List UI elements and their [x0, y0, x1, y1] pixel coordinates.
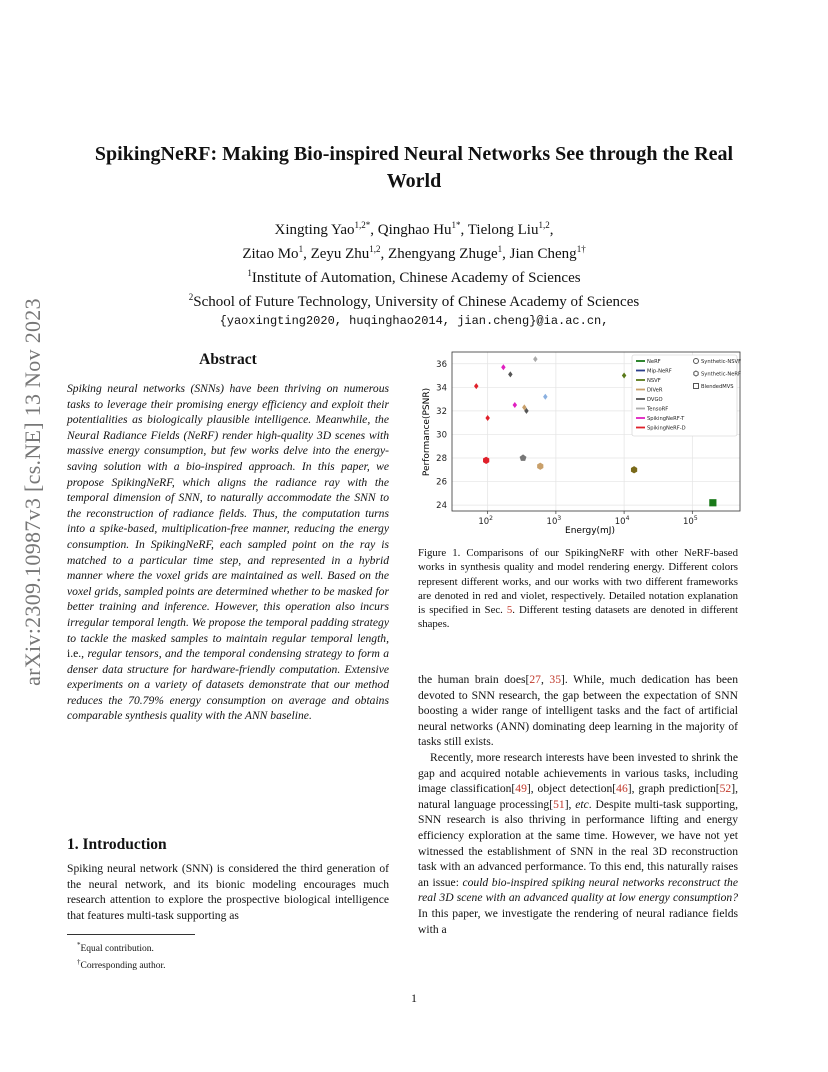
author-mark: *: [365, 220, 371, 230]
body-text: . Despite multi-task supporting, SNN research is also thriving in performance lifting and energy efficiency exploration at the same time. However, we have not yet witnessed the establishment of SNN in the real 3D reconstruction task with an advanced performance. To this end, this naturally raises an issue:: [418, 797, 738, 889]
right-column-text: [418, 672, 738, 937]
affil-sup: 1: [247, 268, 252, 278]
legend-method-label: SpikingNeRF-D: [647, 425, 686, 432]
section-reference-link[interactable]: 5: [506, 604, 513, 617]
data-point: [485, 415, 490, 421]
arxiv-id: arXiv:2309.10987v3 [cs.NE] 13 Nov 2023: [20, 298, 45, 686]
y-tick-label: 34: [436, 383, 447, 394]
legend-method-label: NeRF: [647, 359, 661, 365]
footnote-rule: [67, 934, 195, 935]
figure-1-chart: [418, 348, 746, 538]
author-block: [110, 216, 718, 331]
legend-dataset-label: Synthetic-NeRF: [701, 371, 742, 378]
data-point: [501, 364, 506, 370]
figure-1-caption: [418, 546, 738, 632]
body-text-italic: etc: [575, 797, 589, 811]
y-tick-label: 30: [436, 430, 447, 441]
legend-shape: [694, 371, 698, 376]
x-tick-label: $10^5$: [682, 515, 698, 527]
y-tick-label: 26: [436, 477, 447, 488]
data-point: [508, 371, 513, 377]
x-tick-label: $10^4$: [614, 515, 630, 527]
author-line-2: Zitao Mo$^1$, Zeyu Zhu$^{1,2}$, Zhengyang Zhuge$^1$, Jian Cheng$^{1\dagger}$: [242, 244, 586, 262]
citation-link[interactable]: 51: [553, 797, 565, 811]
data-point: [537, 463, 543, 470]
right-paragraph-2: [418, 750, 738, 937]
data-point: [513, 402, 518, 408]
body-text-italic: could bio-inspired spiking neural networks reconstruct the real 3D scene with an advanced quality at low energy consumption?: [418, 875, 738, 905]
author-name: Zitao Mo: [242, 246, 299, 262]
author-affil-sup: 1†: [576, 244, 586, 254]
footnote-mark: *: [77, 941, 81, 949]
citation-link[interactable]: 49: [515, 782, 527, 796]
citation-link[interactable]: 52: [719, 782, 732, 796]
x-tick-label: $10^3$: [546, 515, 562, 527]
footnote-2: [77, 956, 165, 973]
legend-method-label: DIVeR: [647, 387, 663, 394]
author-emails: {yaoxingting2020, huqinghao2014, jian.cheng}@ia.ac.cn,: [219, 314, 609, 328]
legend-method-label: NSVF: [647, 378, 661, 384]
data-point: [543, 394, 548, 400]
author-name: Zhengyang Zhuge: [388, 246, 498, 262]
data-point: [631, 466, 637, 473]
y-axis-label: Performance(PSNR): [422, 387, 432, 477]
author-name: Zeyu Zhu: [310, 246, 370, 262]
data-point: [520, 454, 527, 461]
page-number: 1: [411, 991, 417, 1005]
footnotes: [77, 939, 165, 973]
caption-text: . Different testing datasets are denoted in different shapes.: [418, 604, 738, 631]
author-name: Qinghao Hu: [377, 222, 452, 238]
abstract-body: [67, 381, 389, 724]
affiliation-text: School of Future Technology, University of Chinese Academy of Sciences: [193, 294, 640, 310]
affiliation-2: [110, 288, 718, 312]
abstract-text: , regular tensors, and the temporal condensing strategy to form a denser data structure for hardware-friendly computation. Extensive experiments on a variety of datasets demonstrate that our method reduces the 70.79% energy consumption on average and obtains comparable synthesis quality with the ANN baseline.: [67, 647, 389, 723]
body-text: ], graph prediction[: [627, 782, 720, 796]
body-text: ]. While, much dedication has been devoted to SNN research, the gap between the expectation of SNN boosting a wider range of intelligent tasks and the fact of artificial neural networks (ANN) dominating deep learning in the majority of tasks still exists.: [418, 673, 739, 749]
intro-heading: 1. Introduction: [67, 836, 167, 853]
footnote-text: Corresponding author.: [80, 961, 166, 972]
legend-method-label: DVGO: [647, 397, 663, 403]
legend-shape: [694, 384, 699, 389]
author-affil-sup: 1: [298, 244, 304, 254]
abstract-heading-wrap: [67, 351, 389, 369]
footnote-mark: †: [77, 958, 81, 967]
author-line-1: Xingting Yao$^{1,2*}$, Qinghao $Hu^{1*}$, Tielong Liu$^{1,2}$,: [274, 220, 554, 238]
legend-shape: [694, 359, 699, 364]
y-tick-label: 32: [436, 406, 447, 417]
right-paragraph-1: the human brain does[27, 35]. While, much dedication has been devoted to SNN research, the gap between the expectation of SNN boosting a wider range of intelligent tasks and the fact of artificial neural networks (ANN) dominating deep learning in the majority of tasks still exists.: [418, 673, 739, 749]
data-point: [709, 499, 716, 506]
x-axis-label: Energy(mJ): [565, 526, 615, 536]
y-tick-label: 28: [436, 454, 447, 464]
footnote-1: [77, 939, 165, 956]
citation-link[interactable]: 46: [616, 782, 628, 796]
y-tick-label: 36: [436, 359, 447, 370]
body-text: the human brain does[: [418, 673, 530, 686]
legend-dataset-label: Synthetic-NSVF: [701, 359, 742, 365]
x-axis-ticks: [478, 511, 697, 527]
caption-text: Figure 1. Comparisons of our SpikingNeRF with other NeRF-based works in synthesis quality and model rendering energy. Different colors represent different works, and our works with two different frameworks are denoted in red and violet, respectively. Detailed notation explanation is specified in Sec.: [418, 547, 738, 617]
citation-link[interactable]: 27: [529, 673, 541, 686]
author-name: Xingting Yao: [274, 222, 355, 238]
arxiv-stamp: [18, 282, 48, 702]
author-affil-sup: 1*: [451, 220, 461, 230]
x-tick-label: $10^2$: [478, 515, 493, 527]
abstract-text: Spiking neural networks (SNNs) have been thriving on numerous tasks to leverage their promising energy efficiency and exploit their potentialities as biologically plausible intelligence. Meanwhile, the Neural Radiance Fields (NeRF) render high-quality 3D scenes with massive energy consumption, but few works delve into the energy-saving solution with a bio-inspired approach. In this paper, we propose SpikingNeRF, which aligns the radiance ray with the temporal dimension of SNN, to naturally accommodate the SNN to the reconstruction of radiance fields. Thus, the computation turns into a spike-based, multiplication-free manner, reducing the energy consumption. In SpikingNeRF, each sampled point on the ray is matched to a particular time step, and represented in a hybrid manner where the voxel grids are maintained as well. Based on the voxel grids, sampled points are determined whether to be masked for better training and inference. However, this operation also incurs irregular temporal length. We propose the temporal padding strategy to tackle the masked samples to maintain regular temporal length,: [67, 382, 389, 645]
data-point: [533, 356, 538, 362]
author-affil-sup: 1,2: [369, 244, 381, 254]
body-text: ], natural language processing[: [418, 782, 738, 811]
legend-method-label: Mip-NeRF: [647, 368, 672, 375]
footnote-text: Equal contribution.: [80, 944, 154, 955]
body-text: ],: [564, 797, 576, 811]
affiliation-1: [110, 264, 718, 288]
y-tick-label: 24: [436, 501, 447, 512]
body-text: ], object detection[: [526, 782, 617, 796]
abstract-heading: Abstract: [199, 351, 257, 368]
legend-method-label: SpikingNeRF-T: [647, 416, 685, 422]
paper-title: SpikingNeRF: Making Bio-inspired Neural Networks See through the Real World: [94, 143, 734, 192]
author-affil-sup: 1: [497, 244, 503, 254]
body-text: Recently, more research interests have been invested to shrink the gap and acquired notable achievements in various tasks, including image classification[: [418, 750, 738, 796]
affil-sup: 2: [188, 292, 194, 302]
intro-paragraph: Spiking neural network (SNN) is considered the third generation of the neural network, and its bionic modeling encourages much research attention to explore the prospective biological intelligence that features multi-task supporting as: [67, 862, 389, 922]
affiliation-text: Institute of Automation, Chinese Academy of Sciences: [251, 270, 581, 286]
body-text: In this paper, we investigate the rendering of neural radiance fields with a: [418, 906, 738, 936]
data-point: [474, 383, 479, 389]
y-axis-ticks: [436, 360, 447, 511]
intro-heading-wrap: [67, 836, 389, 854]
chart-legend: [632, 355, 741, 436]
legend-box: [632, 355, 737, 436]
author-name: Tielong Liu: [467, 222, 539, 238]
legend-dataset-label: BlendedMVS: [701, 384, 734, 390]
data-point: [622, 373, 627, 379]
citation-link[interactable]: 35: [549, 673, 562, 686]
author-affil-sup: 1,2: [538, 220, 550, 230]
legend-method-label: TensoRF: [647, 406, 669, 413]
intro-body: [67, 861, 389, 923]
author-affil-sup: 1,2: [354, 220, 366, 230]
author-name: Jian Cheng: [509, 246, 577, 262]
abstract-ie: i.e.: [67, 647, 82, 661]
